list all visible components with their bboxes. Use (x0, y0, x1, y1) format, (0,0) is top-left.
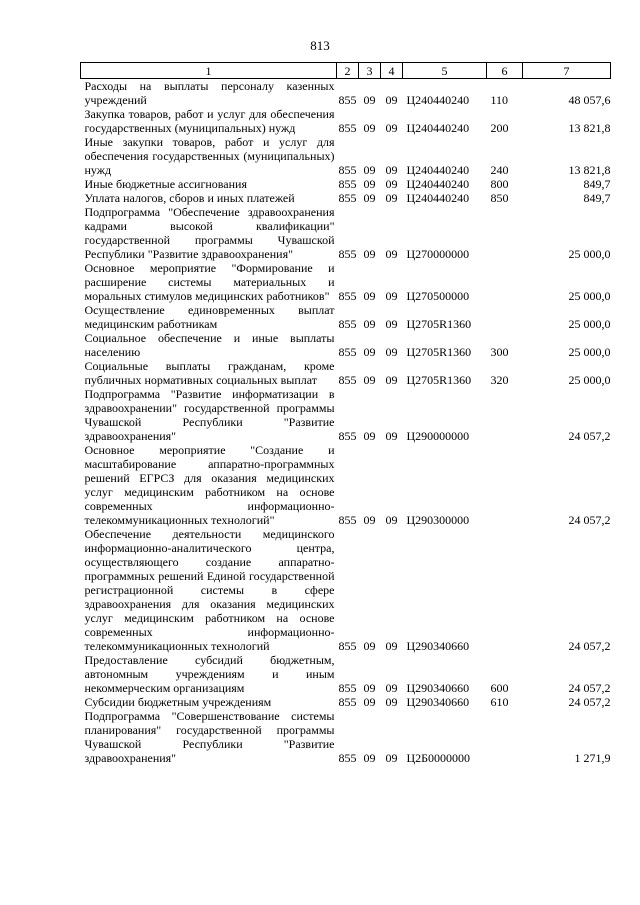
row-grbs: 855 (338, 429, 357, 443)
row-vr (487, 387, 523, 443)
row-sum: 13 821,8 (568, 163, 611, 177)
table-row (81, 79, 611, 108)
row-pr: 09 (385, 191, 398, 205)
row-csr: Ц2705R1360 (406, 317, 472, 331)
row-vr: 240 (490, 163, 509, 177)
row-grbs: 855 (338, 191, 357, 205)
header-col-5: 5 (403, 63, 487, 79)
row-sum: 24 057,2 (568, 681, 611, 695)
page-number: 813 (310, 38, 330, 53)
row-sum: 25 000,0 (568, 345, 611, 359)
row-csr: Ц240440240 (406, 121, 470, 135)
row-name: Обеспечение деятельности медицинского информационно-аналитического центра, осуществляющего создание аппаратно-программных решений Единой государственной регистрационной системы в сфере здравоохранения для оказания медицинских услуг медицинским работником на основе современных информационно-телекоммуникационных технологий (84, 527, 335, 653)
row-pr: 09 (385, 513, 398, 527)
table-row (81, 331, 611, 359)
row-grbs: 855 (338, 289, 357, 303)
header-col-6: 6 (487, 63, 523, 79)
row-csr: Ц2705R1360 (406, 373, 472, 387)
table-row (81, 359, 611, 387)
row-csr: Ц290340660 (406, 639, 470, 653)
row-grbs: 855 (338, 247, 357, 261)
row-grbs: 855 (338, 177, 357, 191)
row-vr: 850 (490, 191, 509, 205)
row-name: Расходы на выплаты персоналу казенных учреждений (84, 79, 335, 107)
header-row (81, 63, 611, 79)
row-rz: 09 (363, 289, 376, 303)
row-grbs: 855 (338, 751, 357, 765)
row-rz: 09 (363, 247, 376, 261)
row-name: Осуществление единовременных выплат медицинским работникам (84, 303, 335, 331)
row-grbs: 855 (338, 513, 357, 527)
row-sum: 25 000,0 (568, 289, 611, 303)
row-grbs: 855 (338, 345, 357, 359)
row-rz: 09 (363, 373, 376, 387)
row-sum: 48 057,6 (568, 93, 611, 107)
row-name: Уплата налогов, сборов и иных платежей (84, 191, 295, 205)
row-grbs: 855 (338, 695, 357, 709)
row-sum: 849,7 (583, 191, 611, 205)
row-grbs: 855 (338, 121, 357, 135)
row-csr: Ц290340660 (406, 681, 470, 695)
row-name: Субсидии бюджетным учреждениям (84, 695, 272, 709)
row-grbs: 855 (338, 317, 357, 331)
row-pr: 09 (385, 751, 398, 765)
table-row (81, 177, 611, 191)
row-pr: 09 (385, 639, 398, 653)
header-col-3: 3 (359, 63, 381, 79)
row-rz: 09 (363, 513, 376, 527)
row-csr: Ц270500000 (406, 289, 470, 303)
row-rz: 09 (363, 177, 376, 191)
row-pr: 09 (385, 695, 398, 709)
row-vr (487, 261, 523, 303)
row-csr: Ц290340660 (406, 695, 470, 709)
row-sum: 849,7 (583, 177, 611, 191)
row-grbs: 855 (338, 163, 357, 177)
row-grbs: 855 (338, 93, 357, 107)
row-name: Основное мероприятие "Создание и масштабирование аппаратно-программных решений ЕГРСЗ для оказания медицинских услуг медицинским работником на основе современных информационно-телекоммуникационных технологий" (84, 443, 335, 527)
row-vr (487, 303, 523, 331)
row-sum: 24 057,2 (568, 513, 611, 527)
row-csr: Ц2Б0000000 (406, 751, 471, 765)
row-vr: 110 (490, 93, 509, 107)
header-col-1: 1 (81, 63, 337, 79)
row-rz: 09 (363, 163, 376, 177)
row-rz: 09 (363, 695, 376, 709)
header-col-2: 2 (337, 63, 359, 79)
row-name: Социальное обеспечение и иные выплаты населению (84, 331, 335, 359)
row-name: Закупка товаров, работ и услуг для обеспечения государственных (муниципальных) нужд (84, 107, 335, 135)
row-vr (487, 709, 523, 765)
row-csr: Ц270000000 (406, 247, 470, 261)
row-vr (487, 443, 523, 527)
header-col-7: 7 (523, 63, 611, 79)
row-name: Иные бюджетные ассигнования (84, 177, 247, 191)
row-pr: 09 (385, 289, 398, 303)
table-row (81, 709, 611, 765)
row-csr: Ц240440240 (406, 191, 470, 205)
header-col-4: 4 (381, 63, 403, 79)
row-rz: 09 (363, 639, 376, 653)
row-grbs: 855 (338, 639, 357, 653)
table-row (81, 695, 611, 709)
row-grbs: 855 (338, 681, 357, 695)
row-name: Подпрограмма "Развитие информатизации в здравоохранении" государственной программы Чувашской Республики "Развитие здравоохранения" (84, 387, 335, 443)
row-vr: 610 (490, 695, 509, 709)
table-row (81, 443, 611, 527)
row-sum: 13 821,8 (568, 121, 611, 135)
table-row (81, 261, 611, 303)
row-csr: Ц240440240 (406, 163, 470, 177)
row-pr: 09 (385, 93, 398, 107)
table-row (81, 205, 611, 261)
row-rz: 09 (363, 681, 376, 695)
row-sum: 25 000,0 (568, 317, 611, 331)
row-vr: 320 (490, 373, 509, 387)
row-pr: 09 (385, 121, 398, 135)
row-vr (487, 527, 523, 653)
row-pr: 09 (385, 247, 398, 261)
table-row (81, 387, 611, 443)
row-rz: 09 (363, 93, 376, 107)
table-row (81, 135, 611, 177)
row-vr: 800 (490, 177, 509, 191)
row-vr (487, 205, 523, 261)
row-pr: 09 (385, 429, 398, 443)
row-csr: Ц290000000 (406, 429, 470, 443)
row-rz: 09 (363, 345, 376, 359)
row-rz: 09 (363, 121, 376, 135)
table-row (81, 527, 611, 653)
row-name: Иные закупки товаров, работ и услуг для обеспечения государственных (муниципальных) нужд (84, 135, 335, 177)
table-row (81, 303, 611, 331)
row-sum: 24 057,2 (568, 695, 611, 709)
row-vr: 200 (490, 121, 509, 135)
row-pr: 09 (385, 317, 398, 331)
table-row (81, 653, 611, 695)
row-name: Социальные выплаты гражданам, кроме публичных нормативных социальных выплат (84, 359, 335, 387)
row-vr: 600 (490, 681, 509, 695)
row-pr: 09 (385, 681, 398, 695)
row-rz: 09 (363, 191, 376, 205)
row-sum: 1 271,9 (574, 751, 611, 765)
row-name: Основное мероприятие "Формирование и расширение системы материальных и моральных стимулов медицинских работников" (84, 261, 335, 303)
row-name: Предоставление субсидий бюджетным, автономным учреждениям и иным некоммерческим организациям (84, 653, 335, 695)
row-rz: 09 (363, 429, 376, 443)
row-csr: Ц240440240 (406, 177, 470, 191)
row-sum: 24 057,2 (568, 429, 611, 443)
table-row (81, 107, 611, 135)
row-grbs: 855 (338, 373, 357, 387)
row-csr: Ц240440240 (406, 93, 470, 107)
row-sum: 25 000,0 (568, 373, 611, 387)
row-pr: 09 (385, 373, 398, 387)
row-sum: 24 057,2 (568, 639, 611, 653)
row-pr: 09 (385, 163, 398, 177)
row-rz: 09 (363, 751, 376, 765)
row-csr: Ц2705R1360 (406, 345, 472, 359)
table-row (81, 191, 611, 205)
row-name: Подпрограмма "Совершенствование системы планирования" государственной программы Чувашской Республики "Развитие здравоохранения" (84, 709, 335, 765)
row-sum: 25 000,0 (568, 247, 611, 261)
row-name: Подпрограмма "Обеспечение здравоохранения кадрами высокой квалификации" государственной программы Чувашской Республики "Развитие здравоохранения" (84, 205, 335, 261)
row-pr: 09 (385, 345, 398, 359)
row-pr: 09 (385, 177, 398, 191)
budget-table (80, 62, 611, 765)
row-rz: 09 (363, 317, 376, 331)
row-vr: 300 (490, 345, 509, 359)
row-csr: Ц290300000 (406, 513, 470, 527)
